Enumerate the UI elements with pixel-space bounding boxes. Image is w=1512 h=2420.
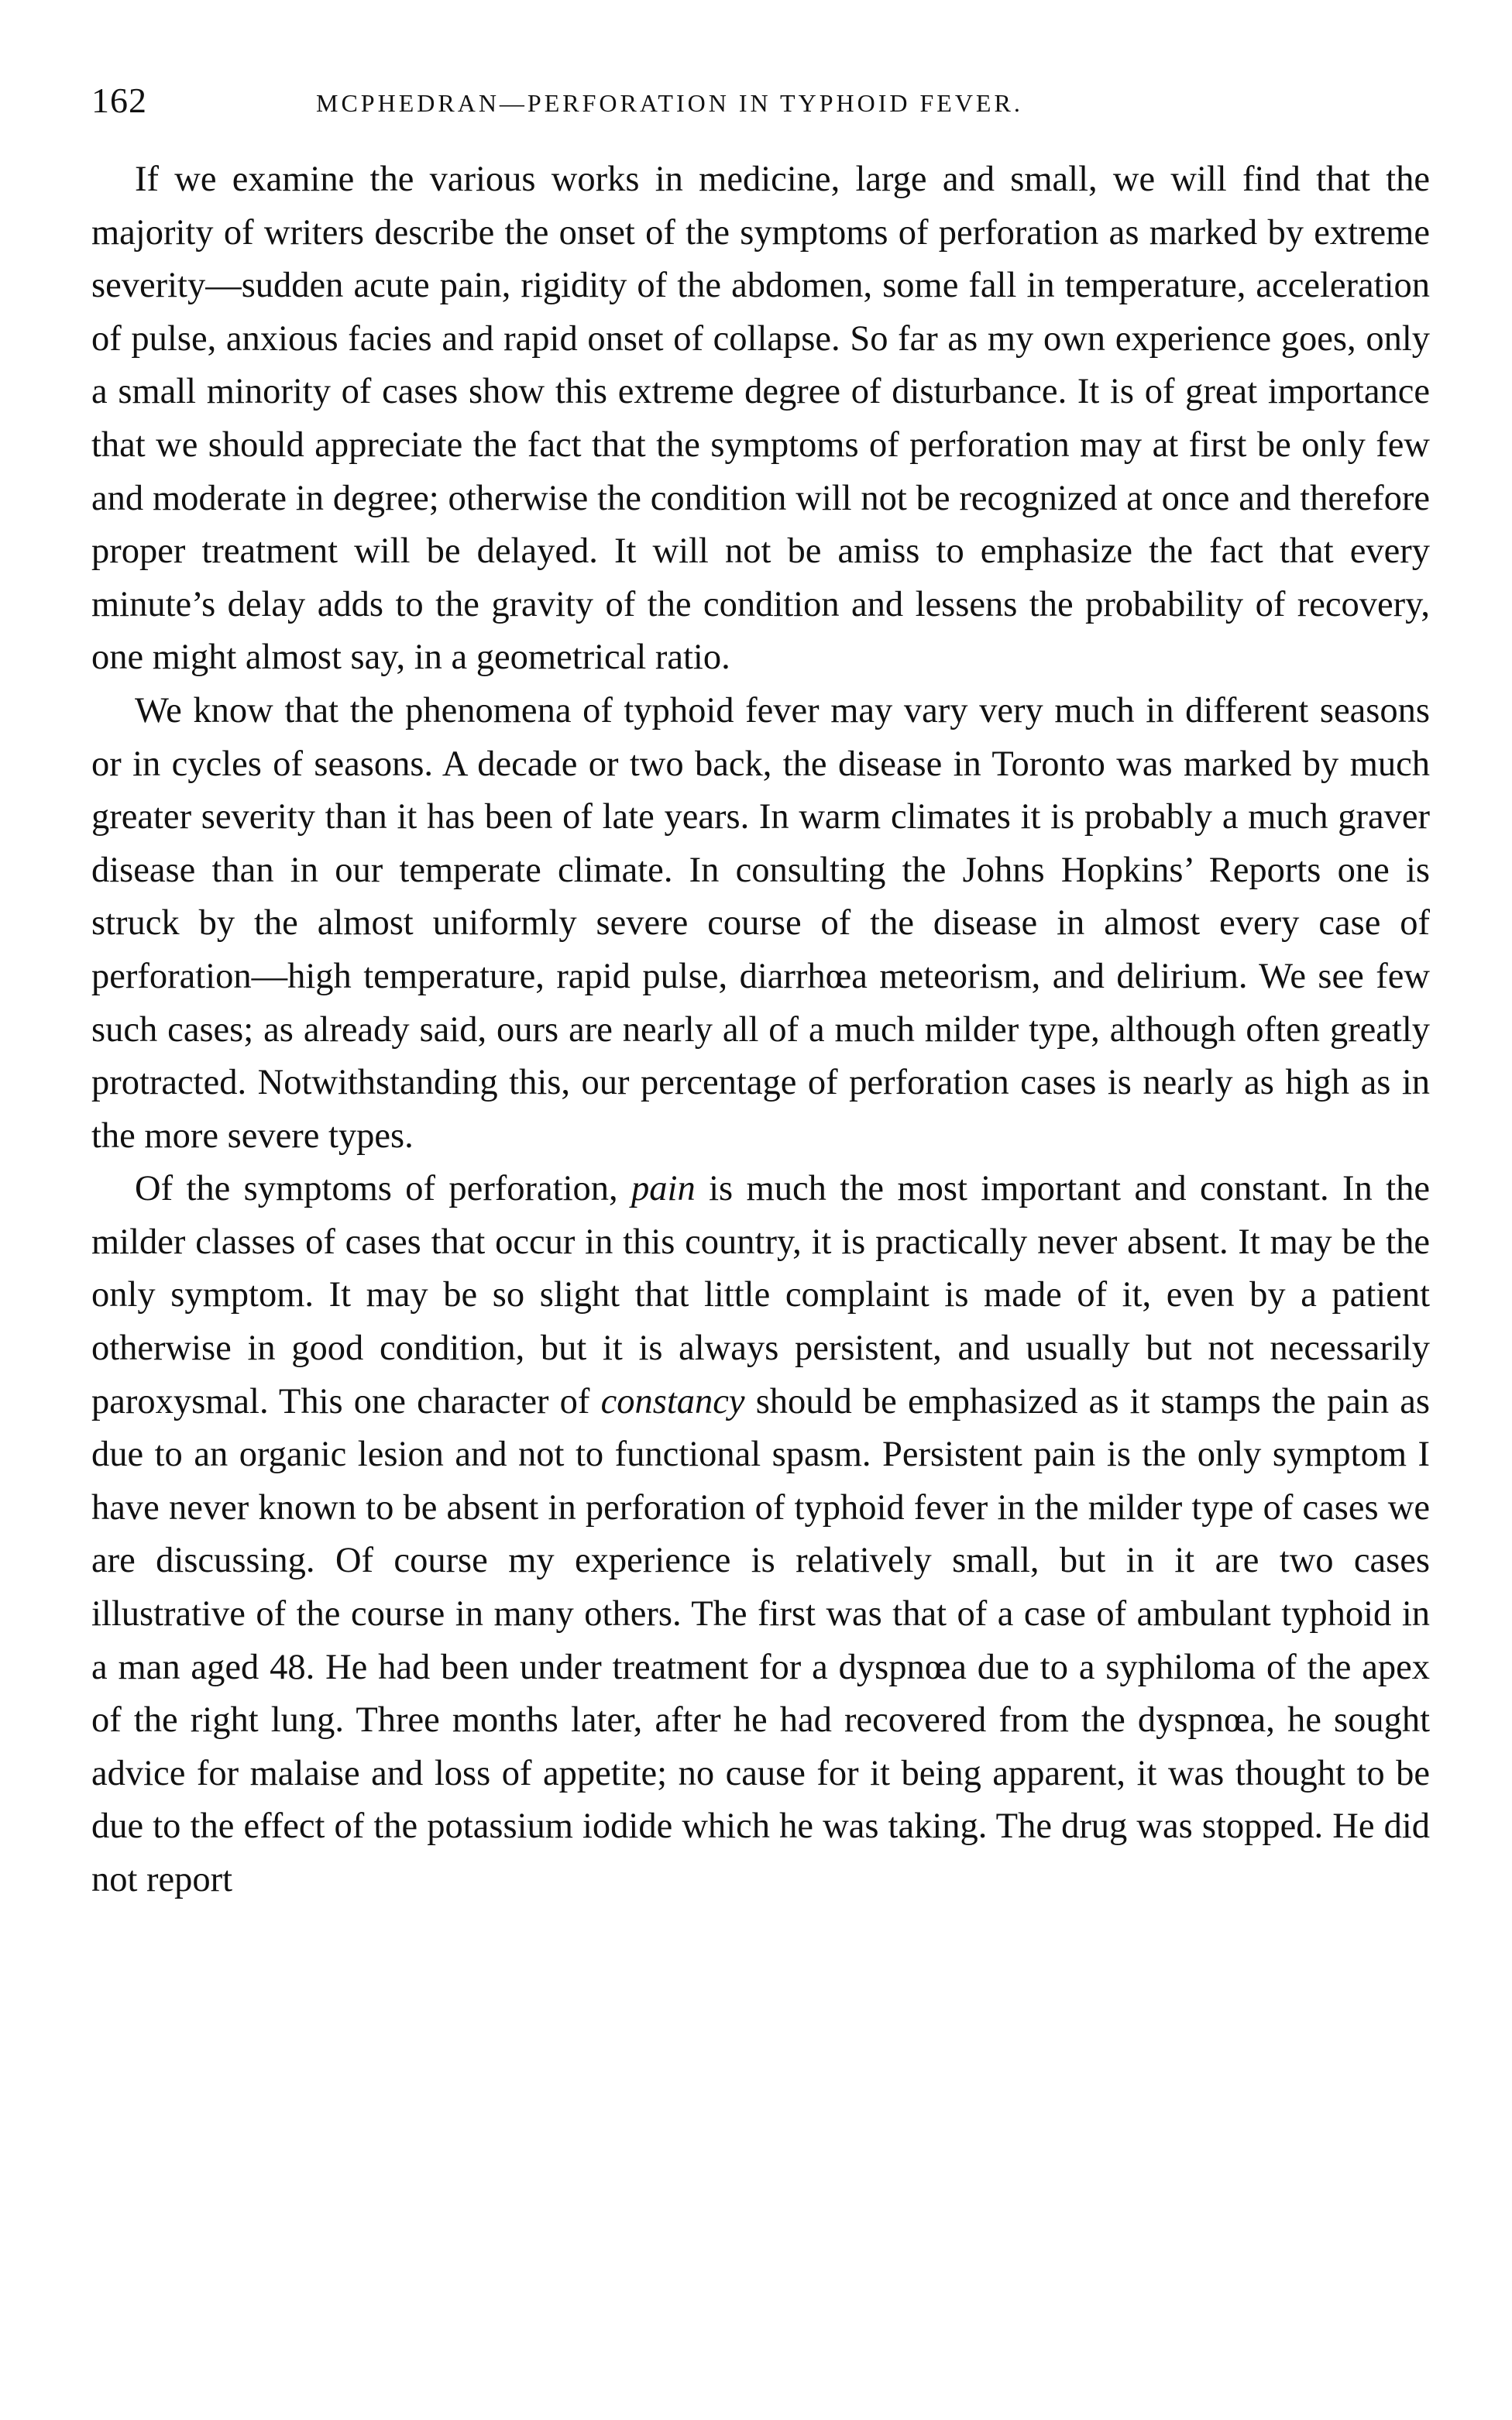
running-title: MCPHEDRAN—PERFORATION IN TYPHOID FEVER. [316,89,1023,117]
paragraph-3 [91,1163,1430,1906]
paragraph-3-text-c: should be emphasized as it stamps the pain as due to an organic lesion and not to functional spasm. Persistent pain is the only symptom I have never known to be absent in perforation of typhoid fever in the milder type of cases we are discussing. Of course my experience is relatively small, but in it are two cases illustrative of the course in many others. The first was that of a case of ambulant typhoid in a man aged 48. He had been under treatment for a dyspnœa due to a syphiloma of the apex of the right lung. Three months later, after he had recovered from the dyspnœa, he sought advice for malaise and loss of appetite; no cause for it being apparent, it was thought to be due to the effect of the potassium iodide which he was taking. The drug was stopped. He did not report [91,1381,1430,1899]
paragraph-1: If we examine the various works in medicine, large and small, we will find that the majority of writers describe the onset of the symptoms of perforation as marked by extreme severity—sudden acute pain, rigidity of the abdomen, some fall in temperature, acceleration of pulse, anxious facies and rapid onset of collapse. So far as my own experience goes, only a small minority of cases show this extreme degree of disturbance. It is of great importance that we should appreciate the fact that the symptoms of perforation may at first be only few and moderate in degree; otherwise the condition will not be recognized at once and therefore proper treatment will be delayed. It will not be amiss to emphasize the fact that every minute’s delay adds to the gravity of the condition and lessens the probability of recovery, one might almost say, in a geometrical ratio. [91,160,1430,678]
italic-word-constancy: constancy [600,1381,745,1421]
paragraph-3-text-b: is much the most important and constant. In the milder classes of cases that occur in this country, it is practically never absent. It may be the only symptom. It may be so slight that little complaint is made of it, even by a patient otherwise in good condition, but it is always persistent, and usually but not necessarily paroxysmal. This one character of [91,1169,1430,1421]
italic-word-pain: pain [631,1169,696,1209]
page-number: 162 [91,81,147,120]
body-text [91,153,1430,1907]
paragraph-3-text-a: Of the symptoms of perforation, [135,1169,632,1209]
paragraph-2: We know that the phenomena of typhoid fever may vary very much in different seasons or in cycles of seasons. A decade or two back, the disease in Toronto was marked by much greater severity than it has been of late years. In warm climates it is probably a much graver disease than in our temperate climate. In consulting the Johns Hopkins’ Reports one is struck by the almost uniformly severe course of the disease in almost every case of perforation—high temperature, rapid pulse, diarrhœa meteorism, and delirium. We see few such cases; as already said, ours are nearly all of a much milder type, although often greatly protracted. Notwithstanding this, our percentage of perforation cases is nearly as high as in the more severe types. [91,690,1430,1156]
page-header [91,77,1424,124]
